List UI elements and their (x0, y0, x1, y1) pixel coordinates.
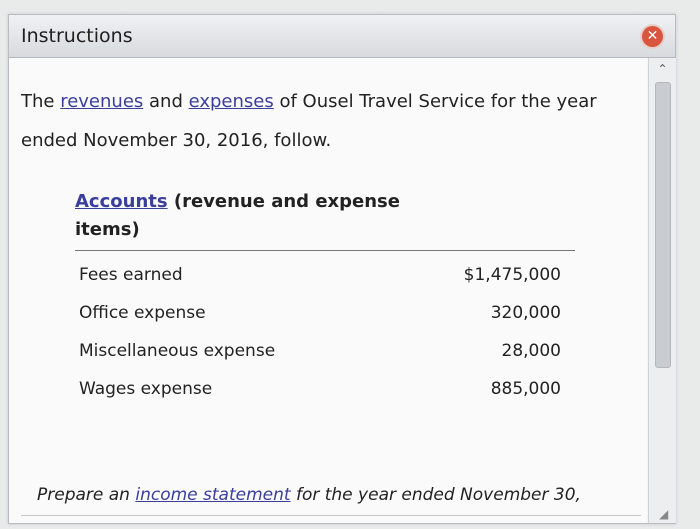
task-prompt (37, 485, 581, 505)
table-row (75, 257, 575, 295)
resize-grip-icon[interactable]: ◢ (659, 507, 669, 521)
accounts-table (75, 188, 575, 409)
account-name: Wages expense (79, 379, 213, 399)
account-name: Miscellaneous expense (79, 341, 276, 361)
account-value: 320,000 (490, 303, 561, 323)
table-header-text: (revenue and expense items) (75, 191, 400, 240)
content-divider (21, 515, 641, 516)
intro-text-3: of Ousel Travel Service for the year ended November 30, 2016, follow. (21, 91, 597, 151)
chevron-up-icon[interactable]: ⌃ (657, 62, 668, 76)
table-row (75, 295, 575, 333)
prompt-text-1: Prepare an (37, 485, 136, 505)
account-value: 885,000 (490, 379, 561, 399)
expenses-link[interactable]: expenses (188, 91, 274, 112)
intro-text-1: The (21, 91, 61, 112)
account-name: Fees earned (79, 265, 183, 285)
dialog-title: Instructions (21, 25, 133, 47)
accounts-link[interactable]: Accounts (75, 191, 168, 212)
close-icon[interactable]: ✕ (642, 26, 663, 47)
intro-paragraph (21, 82, 621, 160)
table-row (75, 333, 575, 371)
account-value: 28,000 (501, 341, 561, 361)
revenues-link[interactable]: revenues (60, 91, 144, 112)
account-name: Office expense (79, 303, 206, 323)
income-statement-link[interactable]: income statement (135, 485, 291, 505)
vertical-scrollbar[interactable] (648, 58, 676, 523)
account-value: $1,475,000 (463, 265, 561, 285)
intro-text-2: and (143, 91, 189, 112)
scrollbar-thumb[interactable] (655, 82, 671, 368)
header-divider (75, 250, 575, 251)
table-header (75, 188, 425, 248)
instructions-dialog (8, 14, 676, 524)
dialog-titlebar (9, 15, 675, 58)
dialog-content (9, 58, 647, 523)
table-row (75, 371, 575, 409)
prompt-text-2: for the year ended November 30, (290, 485, 581, 505)
